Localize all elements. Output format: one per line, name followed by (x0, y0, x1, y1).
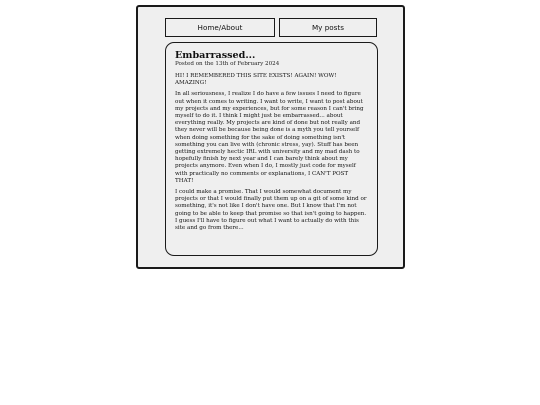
home-about-label: Home/About (197, 23, 243, 32)
post-title: Embarrassed... (175, 50, 256, 61)
home-about-button[interactable] (165, 18, 275, 37)
post-paragraph: HI! I REMEMBERED THIS SITE EXISTS! AGAIN! WOW! AMAZING! (175, 73, 337, 87)
my-posts-button[interactable] (279, 18, 377, 37)
my-posts-label: My posts (311, 23, 344, 32)
post-card (165, 42, 378, 256)
page-frame (136, 5, 405, 269)
post-date: Posted on the 13th of February 2024 (175, 61, 280, 67)
post-paragraph: In all seriousness, I realize I do have a few issues I need to figure out when it comes to writing. I want to write, I want to post about my projects and my experiences, but for some reason I can't bring myself to do it. I think I might just be embarrassed... about everything really. My projects are kind of done but not really and they never will be because being done is a myth you tell yourself when doing something for the sake of doing something isn't something you can live with (chronic stress, yay). Stuff has been getting extremely hectic IRL with university and my mad dash to hopefully finish by next year and I can barely think about my projects anymore. Even when I do, I mostly just code for myself with practically no comments or explanations, I CAN'T POST THAT! (175, 91, 364, 184)
post-paragraph: I could make a promise. That I would somewhat document my projects or that I would finally put them up on a git of some kind or something, it's not like I don't have one. But I know that I'm not going to be able to keep that promise so that isn't going to happen. I guess I'll have to figure out what I want to actually do with this site and go from there... (175, 189, 367, 232)
